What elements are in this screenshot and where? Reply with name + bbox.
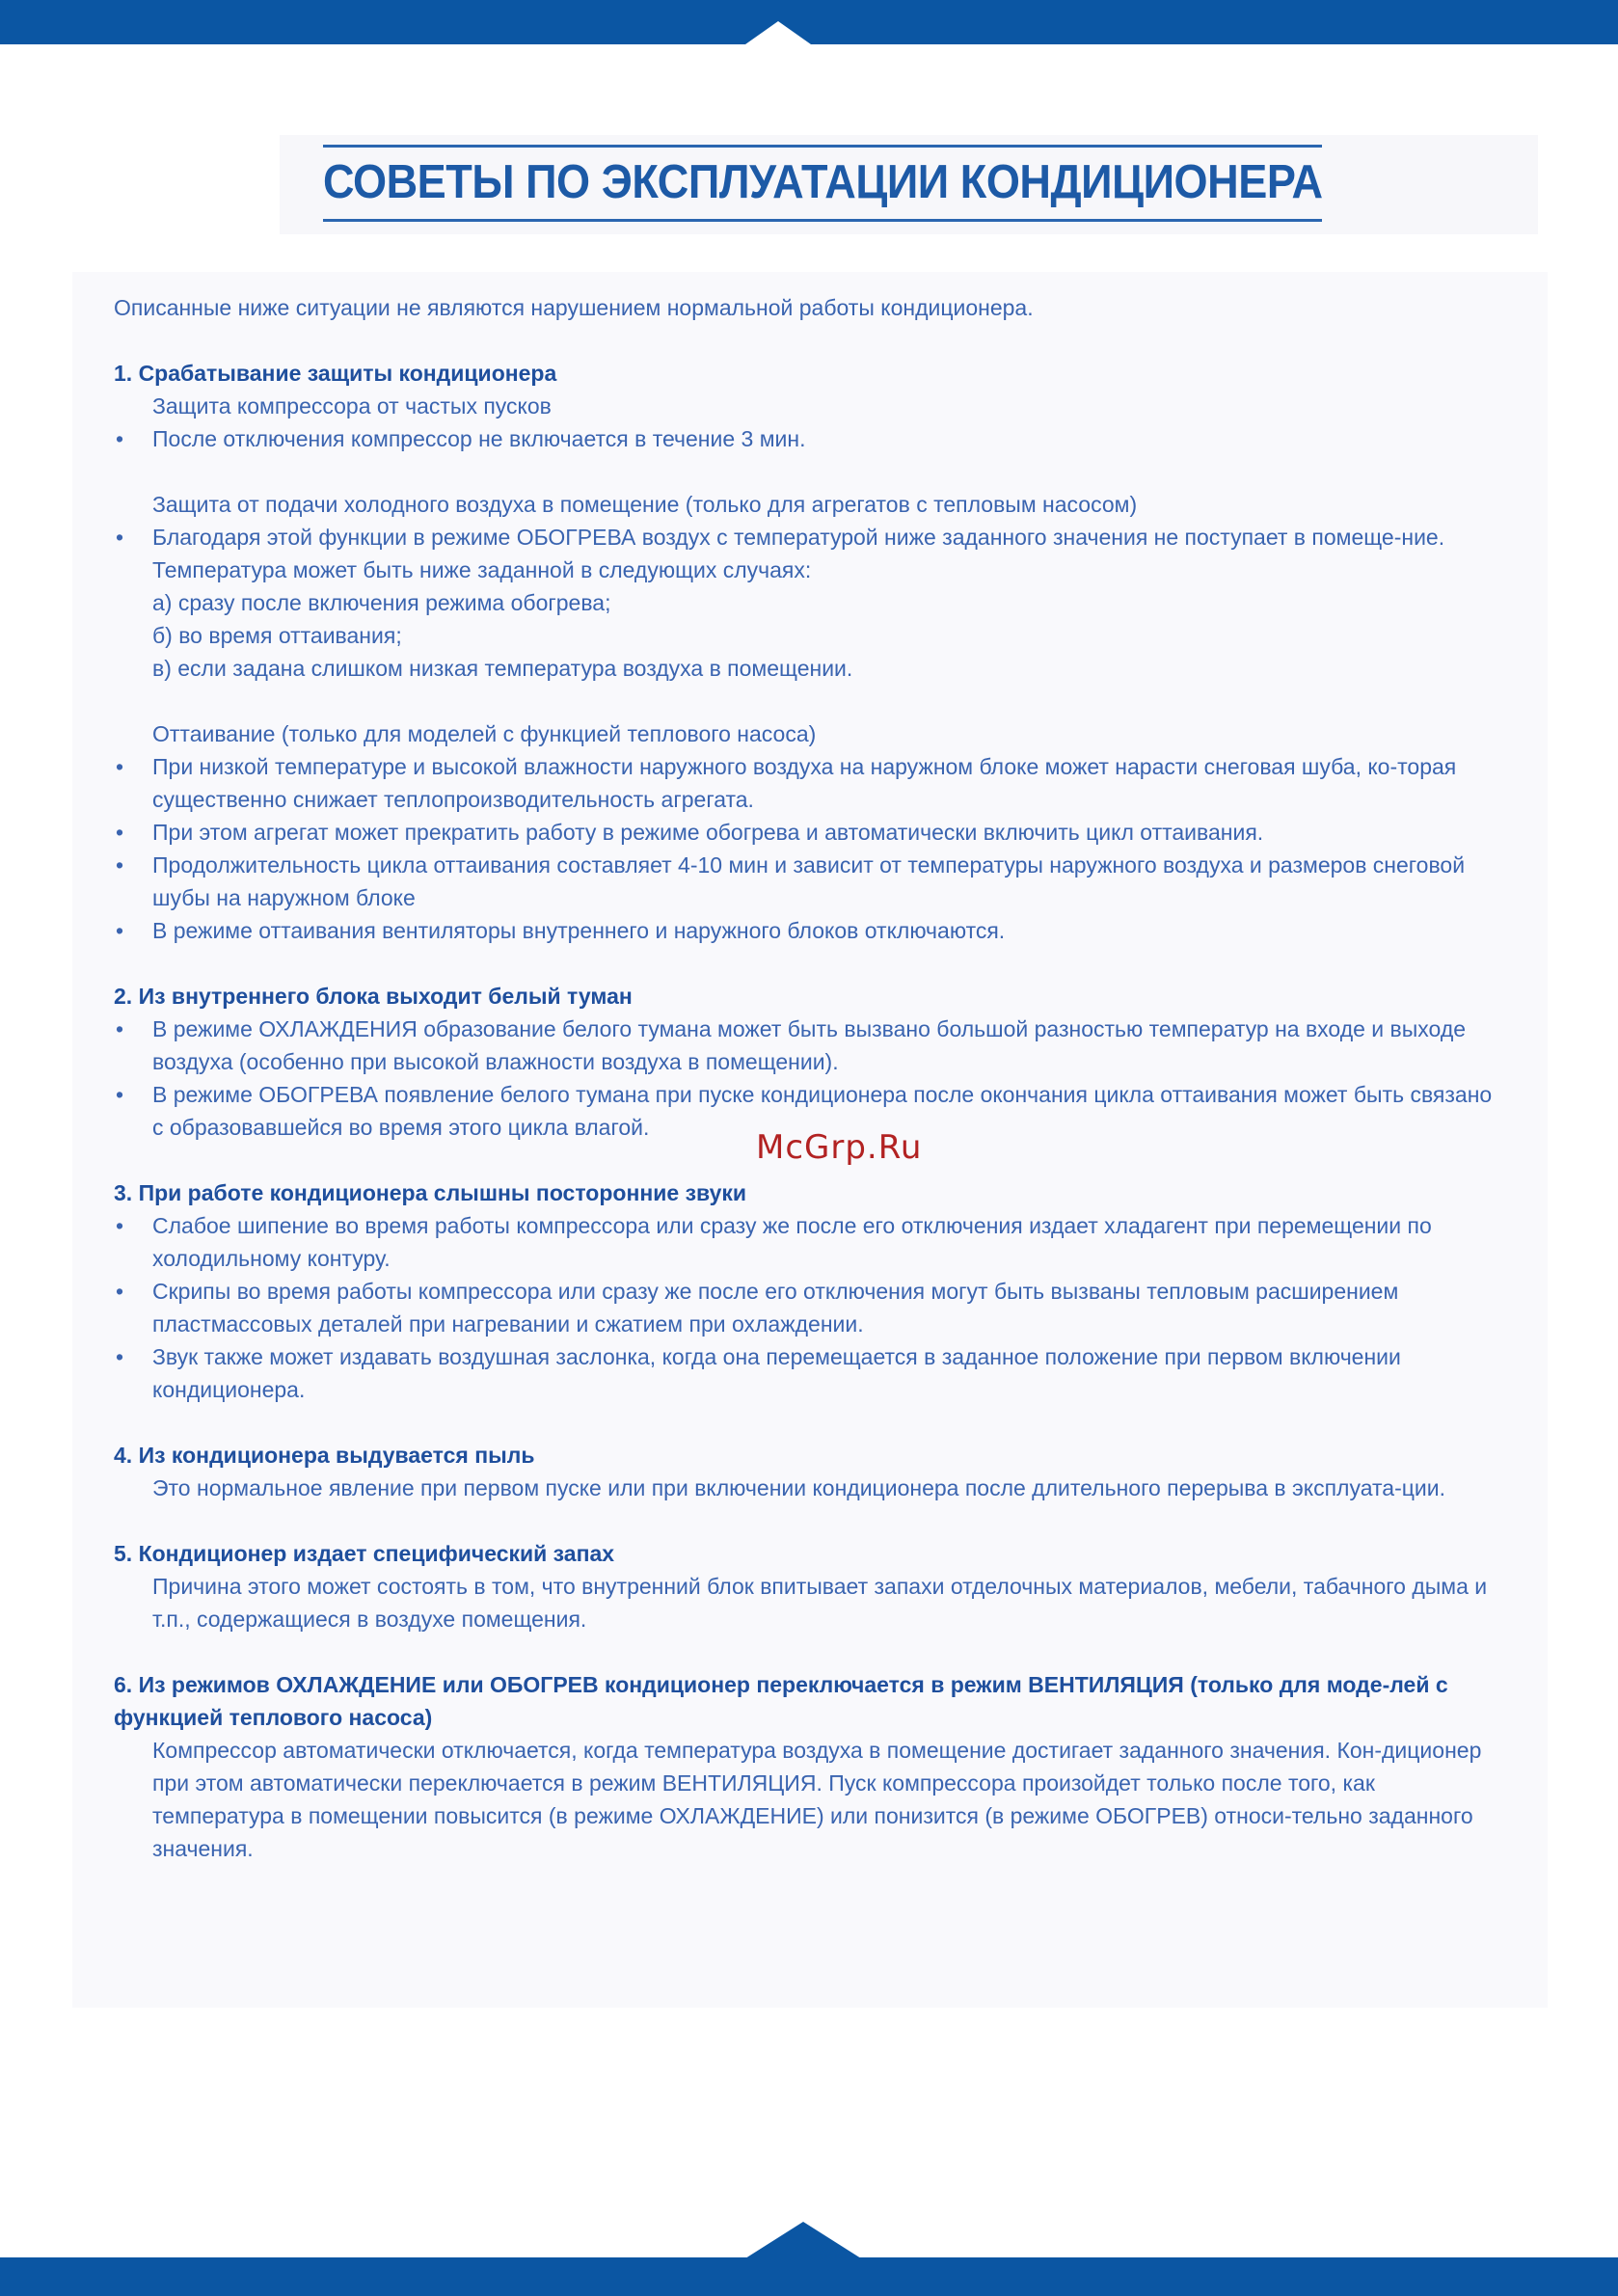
bullet-item: • Скрипы во время работы компрессора или сразу же после его отключения могут быть вызваны тепловым расширением пластмассовых деталей при нагревании и сжатием при охлаждении. [114,1275,1493,1340]
page-title: СОВЕТЫ ПО ЭКСПЛУАТАЦИИ КОНДИЦИОНЕРА [323,156,1323,208]
bullet-list [114,750,1493,947]
bullet-item: • В режиме ОБОГРЕВА появление белого тумана при пуске кондиционера после окончания цикла оттаивания может быть связано с образовавшейся во время этого цикла влагой. [114,1078,1493,1144]
subheading: Оттаивание (только для моделей с функцией теплового насоса) [152,721,817,746]
bullet-item: • Слабое шипение во время работы компрессора или сразу же после его отключения издает хладагент при перемещении по холодильному контуру. [114,1209,1493,1275]
title-frame [323,145,1322,222]
list-item: а) сразу после включения режима обогрева; [152,590,611,615]
subheading: Защита от подачи холодного воздуха в помещение (только для агрегатов с тепловым насосом) [152,492,1138,517]
section-heading: 5. Кондиционер издает специфический запах [114,1541,615,1566]
list-item: в) если задана слишком низкая температура воздуха в помещении. [152,656,853,681]
section-heading: 2. Из внутреннего блока выходит белый туман [114,984,633,1009]
bullet-item: • Благодаря этой функции в режиме ОБОГРЕВА воздух с температурой ниже заданного значения не поступает в помеще-ние. Температура может быть ниже заданной в следующих случаях: [114,521,1493,586]
section-2 [114,980,1493,1144]
document-body [114,291,1493,1898]
bullet-item: • При этом агрегат может прекратить работу в режиме обогрева и автоматически включить цикл оттаивания. [114,816,1493,849]
bullet-item: • В режиме оттаивания вентиляторы внутреннего и наружного блоков отключаются. [114,914,1493,947]
bullet-item: • Продолжительность цикла оттаивания составляет 4-10 мин и зависит от температуры наружного воздуха и размеров снеговой шубы на наружном блоке [114,849,1493,914]
section-4 [114,1439,1493,1504]
section-body: Компрессор автоматически отключается, когда температура воздуха в помещение достигает заданного значения. Кон-диционер при этом автоматически переключается в режим ВЕНТИЛЯЦИЯ. Пуск компрессора произойдет только после того, как температура в помещении повысится (в режиме ОХЛАЖДЕНИЕ) или понизится (в режиме ОБОГРЕВ) относи-тельно заданного значения. [152,1738,1482,1861]
title-panel [280,135,1538,234]
section-body: Причина этого может состоять в том, что внутренний блок впитывает запахи отделочных материалов, мебели, табачного дыма и т.п., содержащиеся в воздухе помещения. [152,1574,1488,1632]
bottom-notch [745,2222,861,2258]
section-5 [114,1537,1493,1635]
bullet-item: • В режиме ОХЛАЖДЕНИЯ образование белого тумана может быть вызвано большой разностью температур на входе и выходе воздуха (особенно при высокой влажности воздуха в помещении). [114,1013,1493,1078]
section-heading: 1. Срабатывание защиты кондиционера [114,361,557,386]
top-notch [745,21,811,44]
bullet-list [114,1013,1493,1144]
subheading: Защита компрессора от частых пусков [152,393,552,419]
bullet-list [114,521,1493,586]
bullet-item: • При низкой температуре и высокой влажности наружного воздуха на наружном блоке может нарасти снеговая шуба, ко-торая существенно снижает теплопроизводительность агрегата. [114,750,1493,816]
section-heading: 6. Из режимов ОХЛАЖДЕНИЕ или ОБОГРЕВ кондиционер переключается в режим ВЕНТИЛЯЦИЯ (только для моде-лей с функцией теплового насоса) [114,1672,1448,1730]
bullet-item: • Звук также может издавать воздушная заслонка, когда она перемещается в заданное положение при первом включении кондиционера. [114,1340,1493,1406]
bullet-item: • После отключения компрессор не включается в течение 3 мин. [114,422,1493,455]
section-3 [114,1176,1493,1406]
bullet-list [114,1209,1493,1406]
bullet-list [114,422,1493,455]
section-6 [114,1668,1493,1865]
bottom-band [0,2257,1618,2296]
list-item: б) во время оттаивания; [152,623,402,648]
watermark-text: McGrp.Ru [756,1128,923,1167]
section-body: Это нормальное явление при первом пуске или при включении кондиционера после длительного перерыва в эксплуата-ции. [152,1475,1445,1500]
section-1 [114,357,1493,947]
section-heading: 3. При работе кондиционера слышны посторонние звуки [114,1180,747,1205]
section-heading: 4. Из кондиционера выдувается пыль [114,1443,535,1468]
intro-text: Описанные ниже ситуации не являются нарушением нормальной работы кондиционера. [114,295,1034,320]
